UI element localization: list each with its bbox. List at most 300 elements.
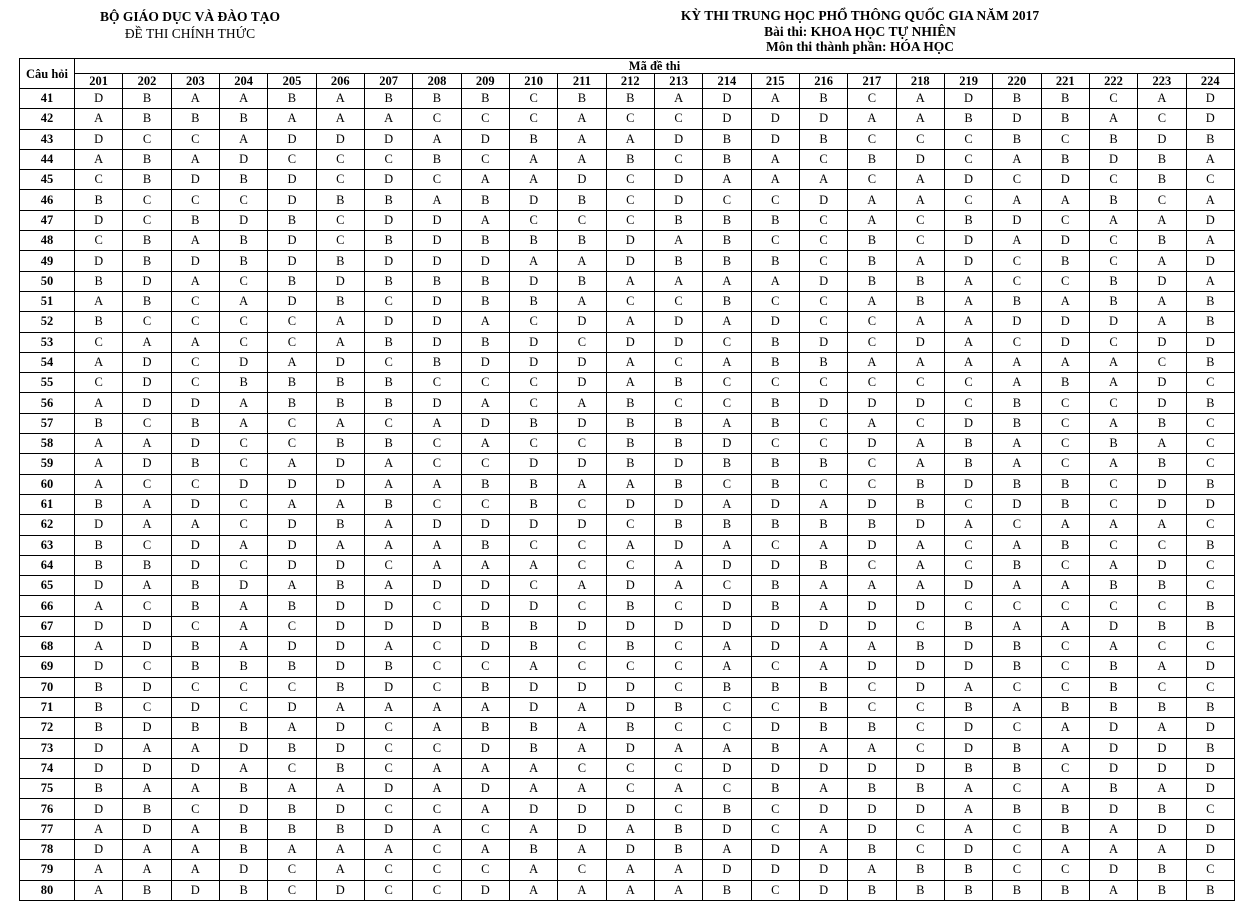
answer-cell: B [703, 231, 751, 251]
answer-cell: B [993, 738, 1041, 758]
answer-cell: B [993, 393, 1041, 413]
answer-cell: A [944, 819, 992, 839]
answer-cell: A [1089, 819, 1137, 839]
answer-cell: C [654, 677, 702, 697]
answer-cell: D [751, 129, 799, 149]
answer-cell: D [1089, 616, 1137, 636]
answer-cell: A [461, 799, 509, 819]
answer-cell: B [268, 373, 316, 393]
answer-cell: B [509, 494, 557, 514]
answer-cell: C [703, 718, 751, 738]
answer-cell: B [1186, 129, 1234, 149]
answer-cell: C [1041, 677, 1089, 697]
answer-cell: D [75, 758, 123, 778]
answer-cell: B [171, 454, 219, 474]
answer-cell: C [993, 779, 1041, 799]
answer-cell: C [1138, 352, 1186, 372]
answer-cell: C [993, 332, 1041, 352]
answer-cell: B [219, 718, 267, 738]
answer-cell: A [75, 434, 123, 454]
answer-cell: C [1089, 535, 1137, 555]
answer-cell: D [558, 819, 606, 839]
exam-code-header: 223 [1138, 74, 1186, 89]
exam-code-header: 214 [703, 74, 751, 89]
answer-cell: A [171, 779, 219, 799]
answer-cell: D [993, 109, 1041, 129]
table-row [20, 555, 1235, 575]
answer-cell: D [751, 109, 799, 129]
answer-cell: C [896, 231, 944, 251]
answer-cell: C [993, 718, 1041, 738]
answer-cell: B [751, 393, 799, 413]
answer-cell: A [364, 839, 412, 859]
answer-cell: D [944, 657, 992, 677]
answer-cell: B [654, 819, 702, 839]
answer-cell: D [461, 515, 509, 535]
answer-cell: C [413, 494, 461, 514]
answer-cell: B [703, 251, 751, 271]
answer-cell: D [123, 393, 171, 413]
answer-cell: C [944, 555, 992, 575]
answer-cell: A [171, 819, 219, 839]
answer-cell: B [1041, 373, 1089, 393]
answer-cell: B [1186, 291, 1234, 311]
answer-cell: B [364, 89, 412, 109]
answer-cell: C [703, 474, 751, 494]
answer-cell: C [219, 312, 267, 332]
answer-cell: D [848, 393, 896, 413]
answer-cell: C [799, 291, 847, 311]
answer-cell: D [896, 799, 944, 819]
answer-cell: C [219, 677, 267, 697]
answer-cell: D [219, 210, 267, 230]
answer-cell: C [1186, 576, 1234, 596]
answer-cell: D [606, 738, 654, 758]
answer-cell: A [1041, 718, 1089, 738]
answer-cell: B [751, 332, 799, 352]
answer-cell: B [509, 129, 557, 149]
answer-cell: A [509, 657, 557, 677]
answer-cell: A [896, 251, 944, 271]
answer-cell: A [268, 576, 316, 596]
answer-cell: B [654, 515, 702, 535]
answer-cell: A [413, 474, 461, 494]
answer-cell: A [993, 697, 1041, 717]
answer-cell: D [316, 880, 364, 900]
exam-code-header: 213 [654, 74, 702, 89]
question-number: 69 [20, 657, 75, 677]
answer-cell: D [509, 799, 557, 819]
answer-cell: D [268, 129, 316, 149]
table-row [20, 413, 1235, 433]
answer-cell: C [1041, 637, 1089, 657]
answer-cell: B [75, 413, 123, 433]
answer-cell: B [123, 555, 171, 575]
table-row [20, 89, 1235, 109]
answer-cell: C [413, 860, 461, 880]
answer-cell: B [944, 454, 992, 474]
answer-cell: B [316, 434, 364, 454]
table-row [20, 170, 1235, 190]
answer-cell: C [1186, 637, 1234, 657]
answer-cell: C [848, 129, 896, 149]
answer-cell: A [654, 271, 702, 291]
answer-cell: B [509, 738, 557, 758]
table-row [20, 718, 1235, 738]
answer-cell: C [364, 758, 412, 778]
answer-cell: B [1089, 657, 1137, 677]
answer-cell: D [848, 535, 896, 555]
answer-cell: D [123, 637, 171, 657]
answer-cell: B [944, 434, 992, 454]
answer-cell: C [654, 799, 702, 819]
answer-cell: C [751, 190, 799, 210]
answer-cell: D [123, 616, 171, 636]
answer-cell: B [123, 231, 171, 251]
answer-cell: A [509, 758, 557, 778]
answer-cell: A [123, 738, 171, 758]
answer-cell: A [461, 210, 509, 230]
answer-cell: D [268, 231, 316, 251]
answer-cell: D [1138, 393, 1186, 413]
answer-cell: C [896, 616, 944, 636]
question-number: 70 [20, 677, 75, 697]
answer-cell: A [654, 738, 702, 758]
answer-cell: D [654, 312, 702, 332]
answer-cell: D [123, 718, 171, 738]
answer-cell: C [268, 860, 316, 880]
answer-cell: C [799, 251, 847, 271]
answer-cell: D [75, 576, 123, 596]
exam-code-header: 217 [848, 74, 896, 89]
answer-cell: B [751, 515, 799, 535]
answer-cell: B [1138, 231, 1186, 251]
answer-cell: B [944, 697, 992, 717]
answer-cell: D [848, 657, 896, 677]
question-number: 78 [20, 839, 75, 859]
answer-cell: C [654, 637, 702, 657]
question-number: 42 [20, 109, 75, 129]
answer-cell: D [848, 596, 896, 616]
answer-cell: B [364, 231, 412, 251]
answer-cell: B [1138, 454, 1186, 474]
table-row [20, 860, 1235, 880]
answer-cell: C [606, 109, 654, 129]
question-number: 45 [20, 170, 75, 190]
answer-cell: B [1041, 494, 1089, 514]
answer-cell: C [993, 251, 1041, 271]
answer-cell: B [1186, 616, 1234, 636]
answer-cell: A [75, 860, 123, 880]
answer-cell: D [848, 819, 896, 839]
answer-cell: A [944, 779, 992, 799]
answer-cell: D [654, 190, 702, 210]
answer-cell: C [848, 454, 896, 474]
answer-cell: D [993, 312, 1041, 332]
question-number: 77 [20, 819, 75, 839]
answer-cell: B [1089, 677, 1137, 697]
answer-cell: B [799, 129, 847, 149]
answer-cell: A [219, 616, 267, 636]
answer-cell: D [944, 738, 992, 758]
answer-cell: A [123, 515, 171, 535]
question-number: 57 [20, 413, 75, 433]
answer-cell: D [1186, 779, 1234, 799]
answer-cell: A [1089, 413, 1137, 433]
answer-cell: A [848, 413, 896, 433]
answer-cell: B [944, 109, 992, 129]
answer-cell: D [703, 819, 751, 839]
table-row [20, 149, 1235, 169]
answer-cell: A [75, 454, 123, 474]
answer-cell: B [1138, 413, 1186, 433]
answer-cell: C [848, 170, 896, 190]
answer-cell: B [268, 738, 316, 758]
answer-cell: B [799, 454, 847, 474]
answer-cell: B [896, 494, 944, 514]
answer-cell: A [219, 535, 267, 555]
answer-cell: A [1138, 251, 1186, 271]
answer-cell: A [703, 637, 751, 657]
answer-cell: D [316, 352, 364, 372]
answer-cell: B [944, 616, 992, 636]
answer-cell: D [1138, 758, 1186, 778]
answer-cell: C [799, 210, 847, 230]
answer-cell: D [1186, 657, 1234, 677]
answer-cell: B [703, 454, 751, 474]
answer-cell: B [1089, 576, 1137, 596]
answer-cell: C [268, 312, 316, 332]
answer-cell: D [944, 474, 992, 494]
answer-cell: B [75, 677, 123, 697]
answer-cell: C [461, 109, 509, 129]
answer-cell: A [703, 271, 751, 291]
answer-cell: C [848, 373, 896, 393]
answer-cell: D [461, 576, 509, 596]
answer-cell: A [944, 799, 992, 819]
answer-cell: B [268, 799, 316, 819]
answer-cell: A [1041, 616, 1089, 636]
answer-cell: A [896, 170, 944, 190]
answer-cell: B [1186, 738, 1234, 758]
answer-cell: C [1186, 515, 1234, 535]
answer-cell: A [1041, 738, 1089, 758]
answer-cell: A [75, 352, 123, 372]
answer-cell: B [1041, 251, 1089, 271]
answer-cell: B [1041, 697, 1089, 717]
answer-cell: C [654, 149, 702, 169]
answer-cell: A [558, 474, 606, 494]
answer-cell: C [848, 555, 896, 575]
answer-cell: D [896, 332, 944, 352]
answer-cell: B [316, 251, 364, 271]
answer-cell: D [1186, 251, 1234, 271]
question-number: 68 [20, 637, 75, 657]
answer-cell: A [799, 494, 847, 514]
answer-cell: B [944, 210, 992, 230]
answer-cell: D [944, 89, 992, 109]
answer-cell: B [848, 515, 896, 535]
answer-cell: C [896, 373, 944, 393]
answer-cell: C [268, 434, 316, 454]
answer-cell: D [848, 758, 896, 778]
answer-cell: C [1186, 170, 1234, 190]
answer-cell: A [1089, 109, 1137, 129]
exam-code-header: 202 [123, 74, 171, 89]
answer-cell: C [219, 515, 267, 535]
answer-cell: D [316, 454, 364, 474]
answer-cell: D [364, 779, 412, 799]
answer-cell: D [799, 109, 847, 129]
answer-cell: A [606, 819, 654, 839]
answer-cell: C [993, 677, 1041, 697]
table-row [20, 637, 1235, 657]
answer-cell: C [896, 210, 944, 230]
answer-cell: D [509, 352, 557, 372]
answer-cell: D [364, 312, 412, 332]
answer-cell: A [751, 149, 799, 169]
answer-cell: A [993, 535, 1041, 555]
answer-cell: D [268, 170, 316, 190]
answer-cell: A [558, 718, 606, 738]
answer-cell: B [993, 657, 1041, 677]
answer-cell: C [1186, 860, 1234, 880]
answer-cell: A [1186, 231, 1234, 251]
answer-cell: C [219, 697, 267, 717]
exam-code-header: 216 [799, 74, 847, 89]
answer-cell: C [703, 779, 751, 799]
answer-cell: A [364, 697, 412, 717]
answer-cell: B [1089, 291, 1137, 311]
answer-cell: D [316, 596, 364, 616]
answer-cell: B [75, 190, 123, 210]
answer-cell: A [123, 779, 171, 799]
answer-cell: A [1089, 352, 1137, 372]
answer-cell: A [799, 596, 847, 616]
answer-cell: C [1041, 596, 1089, 616]
answer-cell: B [1041, 149, 1089, 169]
official-exam-label: ĐỀ THI CHÍNH THỨC [124, 26, 256, 41]
answer-cell: A [654, 860, 702, 880]
answer-cell: B [364, 271, 412, 291]
answer-cell: A [509, 170, 557, 190]
answer-cell: A [1138, 434, 1186, 454]
answer-cell: C [944, 393, 992, 413]
answer-cell: D [799, 332, 847, 352]
answer-cell: D [461, 880, 509, 900]
answer-cell: A [316, 535, 364, 555]
answer-cell: B [1089, 434, 1137, 454]
answer-cell: D [316, 555, 364, 575]
exam-code-header: 208 [413, 74, 461, 89]
answer-cell: D [123, 271, 171, 291]
answer-cell: C [461, 373, 509, 393]
answer-cell: D [123, 454, 171, 474]
answer-cell: C [1089, 596, 1137, 616]
answer-cell: A [461, 555, 509, 575]
answer-cell: B [799, 697, 847, 717]
answer-cell: A [1138, 312, 1186, 332]
answer-cell: B [316, 819, 364, 839]
answer-cell: B [1138, 170, 1186, 190]
answer-cell: B [654, 697, 702, 717]
answer-cell: D [799, 271, 847, 291]
answer-cell: B [1186, 393, 1234, 413]
answer-cell: D [654, 129, 702, 149]
answer-cell: A [654, 779, 702, 799]
answer-cell: C [1186, 373, 1234, 393]
answer-rows [20, 89, 1235, 901]
answer-cell: B [751, 779, 799, 799]
answer-cell: A [171, 231, 219, 251]
answer-cell: C [364, 413, 412, 433]
answer-cell: B [1089, 779, 1137, 799]
answer-cell: D [1089, 149, 1137, 169]
answer-cell: D [268, 515, 316, 535]
answer-cell: D [751, 718, 799, 738]
answer-cell: D [364, 210, 412, 230]
answer-cell: C [413, 738, 461, 758]
answer-cell: C [1041, 434, 1089, 454]
answer-cell: D [799, 860, 847, 880]
answer-cell: A [1186, 149, 1234, 169]
answer-cell: A [171, 332, 219, 352]
answer-cell: B [509, 616, 557, 636]
answer-cell: C [1041, 758, 1089, 778]
answer-cell: A [848, 109, 896, 129]
question-number: 74 [20, 758, 75, 778]
answer-cell: D [461, 738, 509, 758]
answer-cell: B [703, 515, 751, 535]
answer-cell: C [171, 373, 219, 393]
answer-cell: A [1041, 291, 1089, 311]
exam-code-header: 211 [558, 74, 606, 89]
answer-cell: D [219, 149, 267, 169]
answer-cell: B [461, 291, 509, 311]
answer-cell: A [944, 677, 992, 697]
answer-cell: A [75, 474, 123, 494]
answer-cell: C [1041, 129, 1089, 149]
question-number: 62 [20, 515, 75, 535]
answer-cell: C [413, 109, 461, 129]
answer-cell: A [606, 474, 654, 494]
answer-cell: C [848, 312, 896, 332]
answer-cell: A [268, 454, 316, 474]
answer-cell: A [993, 190, 1041, 210]
answer-cell: C [606, 657, 654, 677]
answer-cell: B [1041, 799, 1089, 819]
answer-cell: B [558, 89, 606, 109]
answer-cell: B [944, 758, 992, 778]
answer-cell: C [896, 839, 944, 859]
answer-cell: D [606, 494, 654, 514]
answer-cell: D [364, 819, 412, 839]
answer-cell: C [993, 170, 1041, 190]
answer-cell: C [413, 170, 461, 190]
table-row [20, 494, 1235, 514]
answer-cell: A [896, 576, 944, 596]
answer-cell: B [848, 251, 896, 271]
answer-cell: C [364, 718, 412, 738]
answer-cell: D [848, 434, 896, 454]
answer-cell: C [751, 373, 799, 393]
answer-cell: A [171, 860, 219, 880]
answer-cell: A [1138, 89, 1186, 109]
answer-cell: D [1089, 312, 1137, 332]
question-number: 44 [20, 149, 75, 169]
question-number: 76 [20, 799, 75, 819]
answer-cell: D [364, 170, 412, 190]
